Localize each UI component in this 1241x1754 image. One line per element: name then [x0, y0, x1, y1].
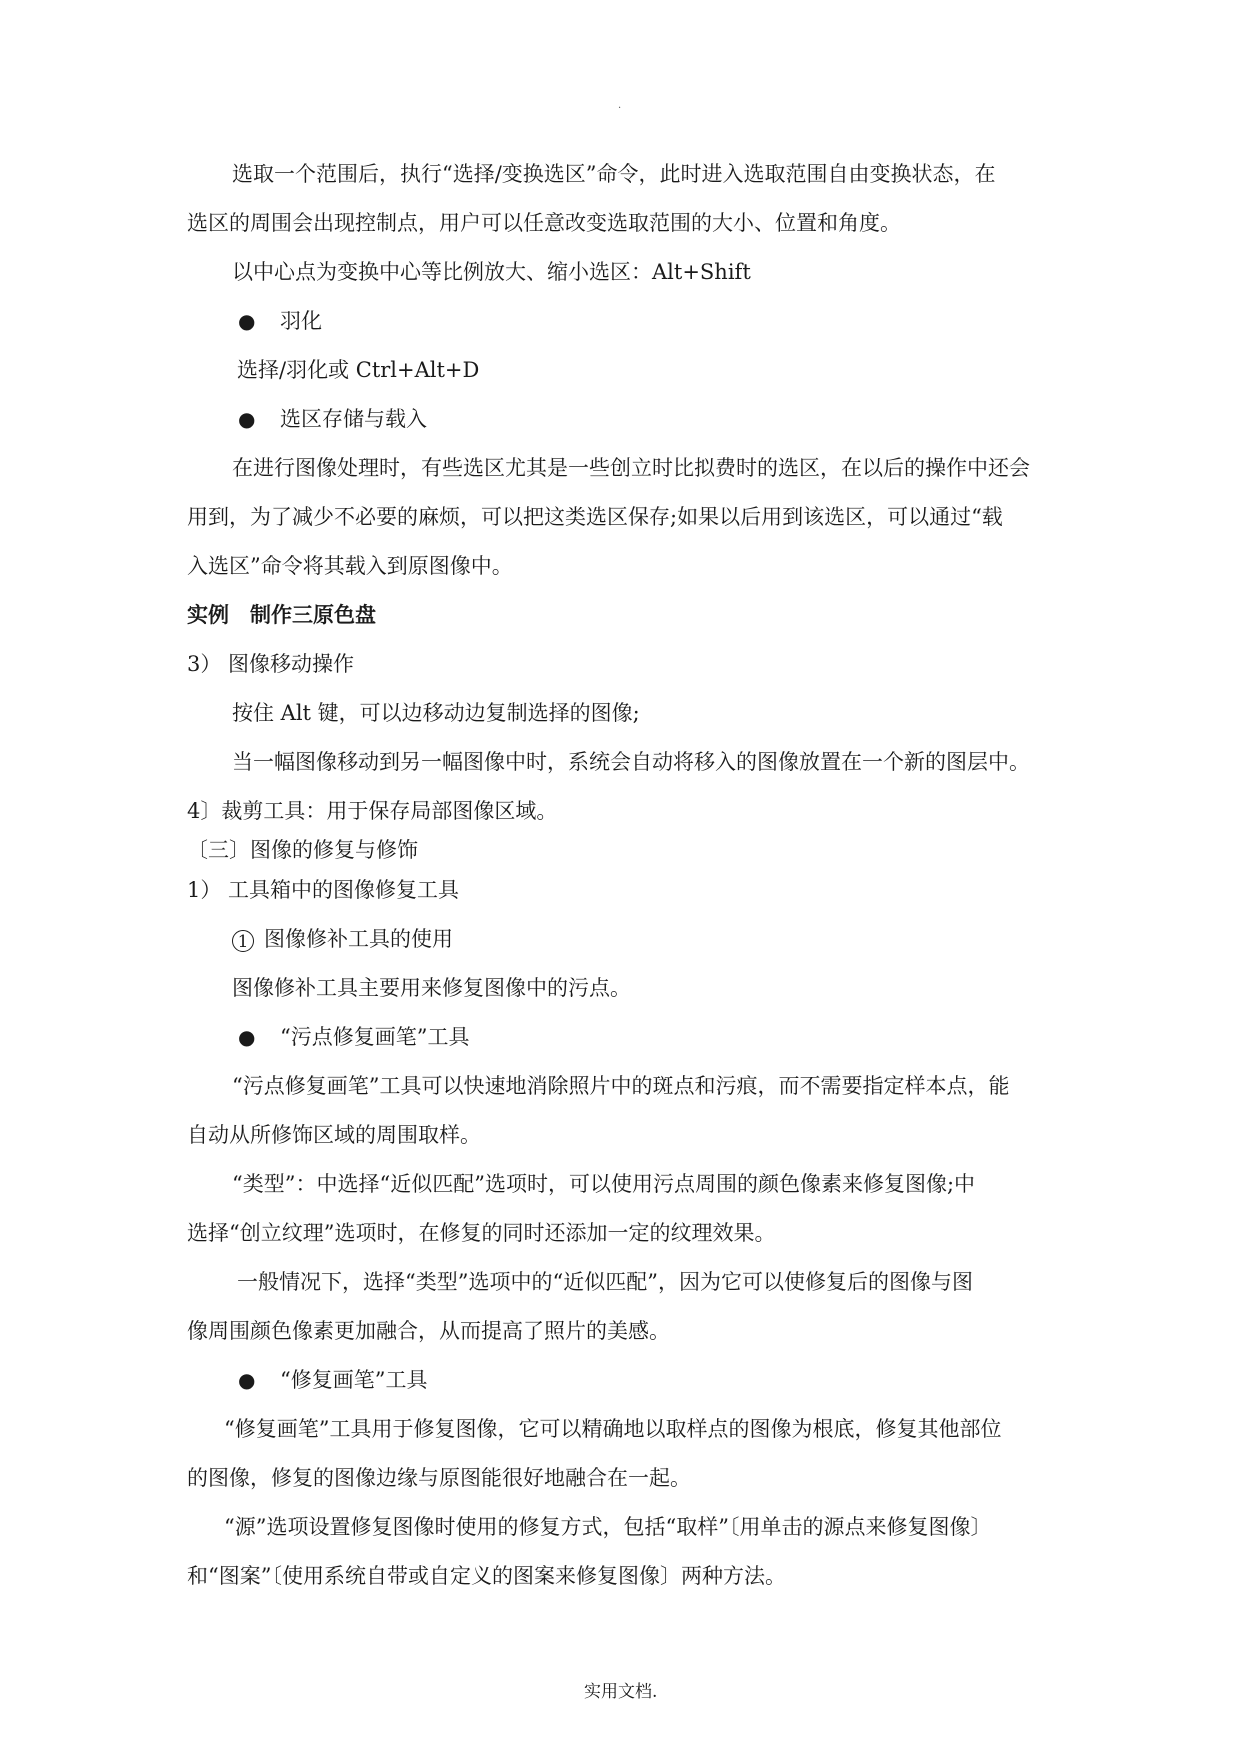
- paragraph-line: 的图像，修复的图像边缘与原图能很好地融合在一起。: [187, 1466, 691, 1490]
- paragraph-line: 选择“创立纹理”选项时，在修复的同时还添加一定的纹理效果。: [187, 1221, 776, 1245]
- paragraph-line: 和“图案”〔使用系统自带或自定义的图案来修复图像〕两种方法。: [187, 1564, 786, 1588]
- paragraph-line: 自动从所修饰区域的周围取样。: [187, 1123, 481, 1147]
- paragraph-line: “污点修复画笔”工具可以快速地消除照片中的斑点和污痕，而不需要指定样本点，能: [232, 1074, 1010, 1098]
- list-heading: 4〕裁剪工具：用于保存局部图像区域。: [187, 799, 558, 823]
- paragraph-line: 入选区”命令将其载入到原图像中。: [187, 554, 513, 578]
- circled-number: 1: [232, 930, 254, 952]
- bullet-item-label: 羽化: [280, 309, 322, 333]
- bullet-icon: ●: [238, 309, 256, 333]
- bullet-icon: ●: [238, 1025, 256, 1049]
- paragraph-line: 一般情况下，选择“类型”选项中的“近似匹配”，因为它可以使修复后的图像与图: [237, 1270, 973, 1294]
- paragraph-line: 选择/羽化或 Ctrl+Alt+D: [237, 358, 480, 382]
- paragraph-line: 图像修补工具主要用来修复图像中的污点。: [232, 976, 631, 1000]
- paragraph-line: 像周围颜色像素更加融合，从而提高了照片的美感。: [187, 1319, 670, 1343]
- bullet-icon: ●: [238, 407, 256, 431]
- paragraph-line: 选区的周围会出现控制点，用户可以任意改变选取范围的大小、位置和角度。: [187, 211, 901, 235]
- section-heading: 实例 制作三原色盘: [187, 602, 376, 627]
- paragraph-line: 当一幅图像移动到另一幅图像中时，系统会自动将移入的图像放置在一个新的图层中。: [232, 750, 1030, 774]
- section-heading: 〔三〕图像的修复与修饰: [187, 838, 418, 862]
- paragraph-line: 用到，为了减少不必要的麻烦，可以把这类选区保存;如果以后用到该选区，可以通过“载: [187, 505, 1003, 529]
- bullet-item-label: “修复画笔”工具: [280, 1368, 428, 1392]
- header-mark: .: [618, 100, 622, 111]
- page-footer: 实用文档.: [584, 1682, 658, 1702]
- paragraph-line: 按住 Alt 键，可以边移动边复制选择的图像;: [232, 701, 640, 725]
- bullet-item-label: 选区存储与载入: [280, 407, 427, 431]
- numbered-item-label: 图像修补工具的使用: [264, 927, 453, 951]
- paragraph-line: “源”选项设置修复图像时使用的修复方式，包括“取样”〔用单击的源点来修复图像〕: [224, 1515, 992, 1539]
- bullet-icon: ●: [238, 1368, 256, 1392]
- paragraph-line: “类型”：中选择“近似匹配”选项时，可以使用污点周围的颜色像素来修复图像;中: [232, 1172, 976, 1196]
- numbered-item: [232, 925, 453, 953]
- bullet-item-label: “污点修复画笔”工具: [280, 1025, 470, 1049]
- list-heading: 1） 工具箱中的图像修复工具: [187, 878, 460, 902]
- list-heading: 3） 图像移动操作: [187, 652, 355, 676]
- paragraph-line: 以中心点为变换中心等比例放大、缩小选区：Alt+Shift: [232, 260, 751, 284]
- paragraph-line: 在进行图像处理时，有些选区尤其是一些创立时比拟费时的选区，在以后的操作中还会: [232, 456, 1030, 480]
- paragraph-line: 选取一个范围后，执行“选择/变换选区”命令，此时进入选取范围自由变换状态，在: [232, 162, 996, 186]
- paragraph-line: “修复画笔”工具用于修复图像，它可以精确地以取样点的图像为根底，修复其他部位: [224, 1417, 1002, 1441]
